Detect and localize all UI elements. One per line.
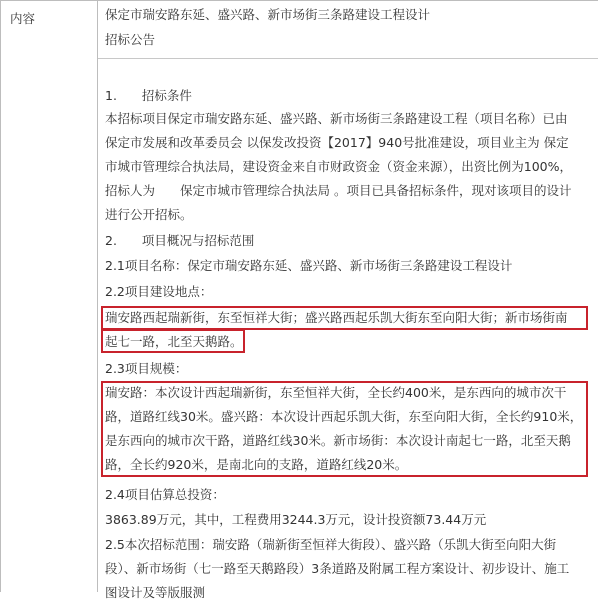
line-location: 瑞安路西起瑞新街，东至恒祥大街；盛兴路西起乐凯大街东至向阳大街；新市场街南 xyxy=(105,310,568,325)
line-section-1: 1. 招标条件 xyxy=(105,88,192,103)
line-title: 保定市瑞安路东延、盛兴路、新市场街三条路建设工程设计 xyxy=(105,7,431,22)
line-scope: 段）、新市场街（七一路至天鹅路段）3条道路及附属工程方案设计、初步设计、施工 xyxy=(105,561,570,576)
line-paragraph: 本招标项目保定市瑞安路东延、盛兴路、新市场街三条路建设工程（项目名称）已由 xyxy=(105,111,568,126)
separator xyxy=(98,58,598,59)
line-location: 起七一路，北至天鹅路。 xyxy=(105,334,243,349)
line-item-2-1: 2.1项目名称：保定市瑞安路东延、盛兴路、新市场街三条路建设工程设计 xyxy=(105,258,513,273)
line-item-2-5: 2.5本次招标范围：瑞安路（瑞新街至恒祥大街段）、盛兴路（乐凯大街至向阳大街 xyxy=(105,537,557,552)
label-content: 内容 xyxy=(10,11,36,26)
line-item-2-4: 2.4项目估算总投资： xyxy=(105,487,225,502)
line-scale: 瑞安路：本次设计西起瑞新街，东至恒祥大街，全长约400米，是东西向的城市次干 xyxy=(105,385,567,400)
label-cell xyxy=(1,0,98,592)
line-item-2-3: 2.3项目规模： xyxy=(105,361,188,376)
line-subtitle: 招标公告 xyxy=(105,32,156,47)
content-cell xyxy=(98,0,598,600)
line-paragraph: 市城市管理综合执法局，建设资金来自市财政资金（资金来源），出资比例为100%， xyxy=(105,159,572,174)
line-scope: 图设计及等版服测 xyxy=(105,585,206,600)
line-scale: 路，全长约920米，是南北向的支路，道路红线20米。 xyxy=(105,457,408,472)
line-paragraph: 进行公开招标。 xyxy=(105,207,193,222)
line-paragraph: 招标人为 保定市城市管理综合执法局 。项目已具备招标条件，现对该项目的设计 xyxy=(105,183,572,198)
line-item-2-2: 2.2项目建设地点： xyxy=(105,284,213,299)
line-scale: 是东西向的城市次干路，道路红线30米。新市场街：本次设计南起七一路，北至天鹅 xyxy=(105,433,571,448)
line-scale: 路，道路红线30米。盛兴路：本次设计西起乐凯大街，东至向阳大街，全长约910米， xyxy=(105,409,583,424)
line-investment: 3863.89万元，其中，工程费用3244.3万元，设计投资额73.44万元 xyxy=(105,512,487,527)
line-paragraph: 保定市发展和改革委员会 以保发改投资【2017】940号批准建设，项目业主为 保定 xyxy=(105,135,569,150)
line-section-2: 2. 项目概况与招标范围 xyxy=(105,233,255,248)
